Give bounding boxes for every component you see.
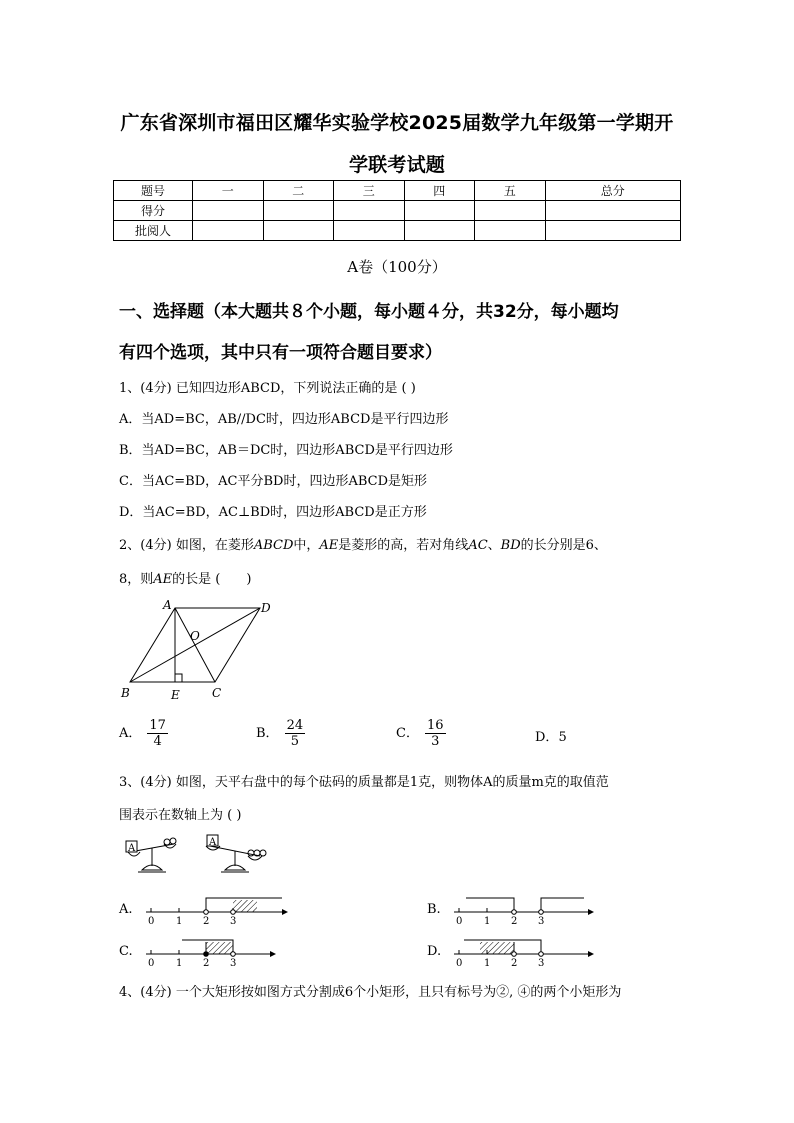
q2-option-c — [396, 718, 446, 749]
q2-stem-line2 — [119, 568, 251, 587]
q2-option-b — [256, 718, 305, 749]
option-letter: C． — [396, 726, 419, 741]
q2-stem-text: 的长分别是6、 — [520, 538, 607, 553]
q2-stem-text: 2、(4分) 如图，在菱形 — [119, 538, 254, 553]
q2-var-abcd: ABCD — [253, 538, 294, 553]
tick-2: 2 — [511, 958, 518, 968]
grader-cell — [193, 221, 264, 241]
tick-2: 2 — [203, 916, 210, 926]
tick-0: 0 — [148, 916, 155, 926]
right-angle-mark — [175, 674, 182, 682]
grader-cell — [263, 221, 334, 241]
section-heading-line2: 有四个选项，其中只有一项符合题目要求） — [119, 343, 442, 363]
score-header-cell: 题号 — [114, 181, 193, 201]
q3-number-line-c — [142, 934, 292, 968]
tick-0: 0 — [456, 958, 463, 968]
section-heading-line1: 一、选择题（本大题共８个小题，每小题４分，共32分，每小题均 — [119, 302, 619, 322]
score-cell — [404, 201, 475, 221]
q1-option-b: B．当AD=BC，AB＝DC时，四边形ABCD是平行四边形 — [119, 443, 453, 458]
tick-1: 1 — [176, 958, 183, 968]
q2-stem — [119, 534, 607, 553]
numerator: 16 — [426, 718, 444, 733]
q4-stem: 4、(4分) 一个大矩形按如图方式分割成6个小矩形，且只有标号为②, ④的两个小矩形为 — [119, 985, 622, 1000]
tick-3: 3 — [230, 916, 237, 926]
grader-cell — [545, 221, 681, 241]
tick-2: 2 — [511, 916, 518, 926]
grader-row — [114, 221, 681, 241]
q3-option-a-letter: A. — [119, 902, 133, 917]
numerator: 17 — [149, 718, 166, 733]
label-o: O — [190, 629, 200, 643]
score-cell — [263, 201, 334, 221]
grader-cell — [475, 221, 546, 241]
option-letter: B． — [256, 726, 279, 741]
grader-cell — [334, 221, 405, 241]
score-cell — [334, 201, 405, 221]
q3-number-line-d — [450, 934, 600, 968]
fraction — [147, 718, 168, 749]
q2-option-d — [535, 726, 567, 745]
q1-stem: 1、(4分) 已知四边形ABCD，下列说法正确的是 ( ) — [119, 381, 416, 396]
q2-stem-text: 8，则 — [119, 572, 154, 587]
q2-stem-text: 的长是 ( ) — [172, 572, 252, 587]
score-header-cell: 总分 — [545, 181, 681, 201]
balance-object-label: A — [209, 837, 217, 848]
q2-var-ac: AC — [468, 538, 488, 553]
label-a: A — [163, 598, 172, 612]
denominator: 4 — [147, 733, 168, 749]
q3-stem-line2: 围表示在数轴上为 ( ) — [119, 808, 242, 823]
tick-1: 1 — [484, 958, 491, 968]
section-a-title: A卷（100分） — [347, 258, 447, 276]
q2-stem-text: 、 — [487, 538, 501, 553]
q3-number-line-b — [450, 892, 600, 926]
option-letter: D． — [535, 730, 559, 745]
score-header-cell: 四 — [404, 181, 475, 201]
tick-3: 3 — [538, 916, 545, 926]
score-header-cell: 一 — [193, 181, 264, 201]
diagonal-bd — [130, 608, 260, 682]
q1-option-d: D．当AC=BD，AC⊥BD时，四边形ABCD是正方形 — [119, 505, 427, 520]
exam-title-line2: 学联考试题 — [348, 154, 445, 176]
tick-0: 0 — [148, 958, 155, 968]
fraction — [285, 718, 306, 749]
fraction — [425, 718, 446, 749]
q3-stem-line1: 3、(4分) 如图，天平右盘中的每个砝码的质量都是1克，则物体A的质量m克的取值范 — [119, 775, 609, 790]
q3-option-c-letter: C. — [119, 944, 133, 959]
denominator: 3 — [425, 733, 446, 749]
q1-option-a: A．当AD=BC，AB//DC时，四边形ABCD是平行四边形 — [119, 412, 449, 427]
rhombus-figure — [115, 596, 285, 706]
q3-number-line-a — [142, 892, 292, 926]
score-row — [114, 201, 681, 221]
score-header-cell: 三 — [334, 181, 405, 201]
score-table — [113, 180, 681, 241]
grader-row-label: 批阅人 — [114, 221, 193, 241]
score-cell — [545, 201, 681, 221]
score-header-cell: 二 — [263, 181, 334, 201]
score-cell — [193, 201, 264, 221]
option-letter: A． — [119, 726, 142, 741]
score-table-header-row — [114, 181, 681, 201]
option-value: 5 — [558, 730, 567, 745]
tick-2: 2 — [203, 958, 210, 968]
score-cell — [475, 201, 546, 221]
tick-3: 3 — [230, 958, 237, 968]
grader-cell — [404, 221, 475, 241]
q1-option-c: C．当AC=BD，AC平分BD时，四边形ABCD是矩形 — [119, 474, 428, 489]
q3-option-d-letter: D. — [427, 944, 442, 959]
score-header-cell: 五 — [475, 181, 546, 201]
label-e: E — [171, 688, 180, 702]
balance-scales-figure — [118, 832, 278, 882]
tick-1: 1 — [484, 916, 491, 926]
tick-0: 0 — [456, 916, 463, 926]
q3-option-b-letter: B. — [427, 902, 441, 917]
numerator: 24 — [286, 718, 304, 733]
denominator: 5 — [285, 733, 306, 749]
q2-var-bd: BD — [500, 538, 521, 553]
tick-3: 3 — [538, 958, 545, 968]
label-c: C — [212, 686, 222, 700]
balance-object-label: A — [128, 843, 136, 854]
tick-1: 1 — [176, 916, 183, 926]
q2-option-a — [119, 718, 168, 749]
q2-var-ae: AE — [153, 572, 173, 587]
q2-stem-text: 中， — [293, 538, 320, 553]
q2-var-ae: AE — [319, 538, 339, 553]
exam-title-line1: 广东省深圳市福田区耀华实验学校2025届数学九年级第一学期开 — [120, 112, 674, 134]
score-row-label: 得分 — [114, 201, 193, 221]
label-b: B — [121, 686, 130, 700]
label-d: D — [261, 601, 271, 615]
q2-stem-text: 是菱形的高，若对角线 — [338, 538, 469, 553]
